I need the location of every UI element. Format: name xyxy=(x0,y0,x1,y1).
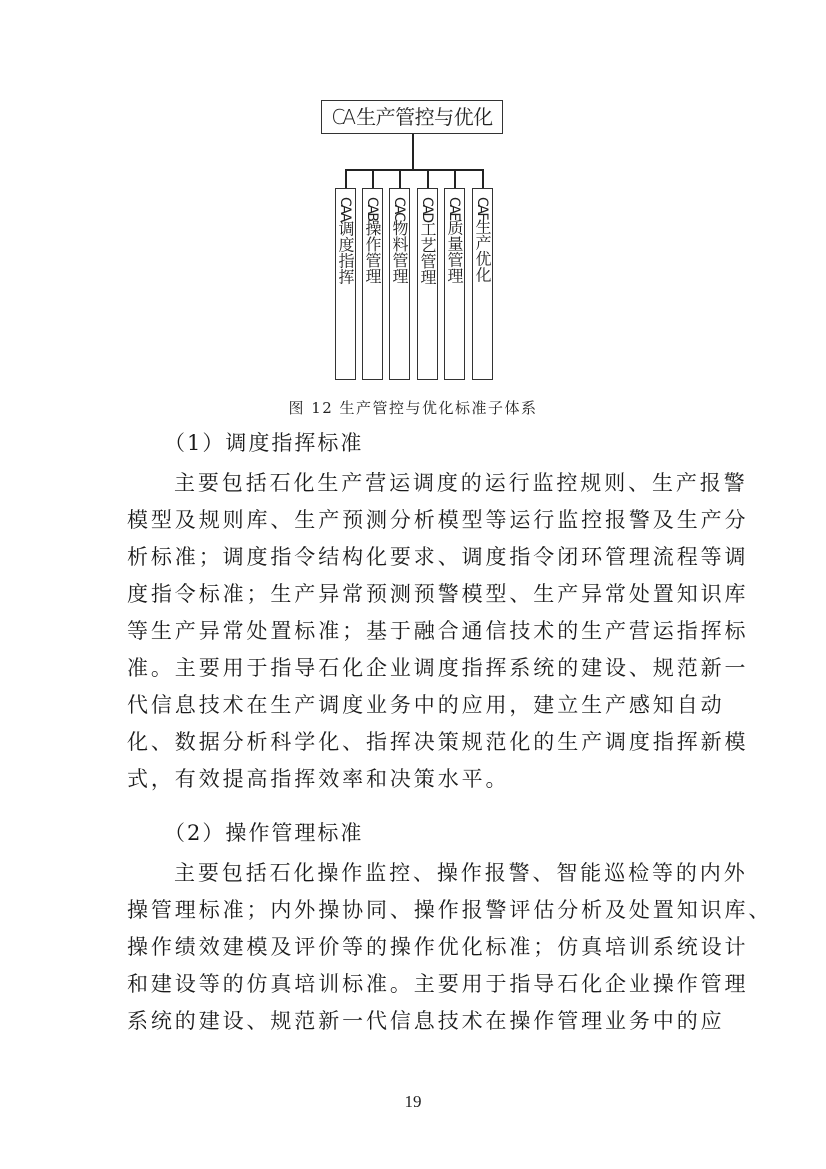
connector-drop xyxy=(427,169,429,189)
paragraph-line: 操管理标准；内外操协同、操作报警评估分析及处置知识库、 xyxy=(127,898,773,922)
connector-drop xyxy=(482,169,484,189)
child-node-label: 物料管理 xyxy=(390,219,409,284)
paragraph-line: 主要包括石化操作监控、操作报警、智能巡检等的内外 xyxy=(174,861,748,885)
standards-hierarchy-diagram xyxy=(0,0,826,390)
paragraph-line: 主要包括石化生产营运调度的运行监控规则、生产报警 xyxy=(174,471,748,495)
root-node-label: 生产管控与优化 xyxy=(356,105,493,129)
diagram-child-node xyxy=(362,188,383,380)
paragraph-line: 系统的建设、规范新一代信息技术在操作管理业务中的应 xyxy=(127,1009,725,1033)
connector-drop xyxy=(345,169,347,189)
child-node-label: 操作管理 xyxy=(363,219,382,284)
diagram-child-node xyxy=(389,188,410,380)
diagram-child-node xyxy=(444,188,465,380)
page-number: 19 xyxy=(404,1092,422,1111)
paragraph-line: 析标准；调度指令结构化要求、调度指令闭环管理流程等调 xyxy=(127,545,749,569)
child-node-code: CAC xyxy=(391,197,407,220)
diagram-child-node xyxy=(472,188,493,380)
diagram-child-node xyxy=(335,188,356,380)
child-node-label: 工艺管理 xyxy=(418,221,437,286)
connector-horizontal-bus xyxy=(345,169,483,171)
paragraph-line: 代信息技术在生产调度业务中的应用，建立生产感知自动 xyxy=(127,693,725,717)
child-node-code: CAA xyxy=(337,197,353,221)
section-heading: （2）操作管理标准 xyxy=(164,821,364,845)
diagram-root-node xyxy=(321,100,503,134)
child-node-label: 调度指挥 xyxy=(336,220,355,285)
paragraph-line: 模型及规则库、生产预测分析模型等运行监控报警及生产分 xyxy=(127,508,749,532)
paragraph-line: 准。主要用于指导石化企业调度指挥系统的建设、规范新一 xyxy=(127,656,749,680)
paragraph-line: 度指令标准；生产异常预测预警模型、生产异常处置知识库 xyxy=(127,582,749,606)
section-paragraph xyxy=(127,465,749,798)
child-node-label: 质量管理 xyxy=(445,219,464,284)
connector-drop xyxy=(399,169,401,189)
diagram-child-node xyxy=(417,188,438,380)
child-node-code: CAE xyxy=(446,197,462,220)
connector-vertical-main xyxy=(412,134,414,170)
section-heading: （1）调度指挥标准 xyxy=(164,431,364,455)
paragraph-line: 等生产异常处置标准；基于融合通信技术的生产营运指挥标 xyxy=(127,619,749,643)
paragraph-line: 化、数据分析科学化、指挥决策规范化的生产调度指挥新模 xyxy=(127,730,749,754)
child-node-label: 生产优化 xyxy=(473,218,492,283)
child-node-code: CAB xyxy=(364,197,380,220)
paragraph-line: 操作绩效建模及评价等的操作优化标准；仿真培训系统设计 xyxy=(127,935,749,959)
child-node-code: CAD xyxy=(419,197,435,222)
connector-drop xyxy=(372,169,374,189)
section-paragraph xyxy=(127,855,773,1040)
paragraph-line: 和建设等的仿真培训标准。主要用于指导石化企业操作管理 xyxy=(127,972,749,996)
connector-drop xyxy=(454,169,456,189)
root-node-code: CA xyxy=(331,105,354,129)
paragraph-line: 式，有效提高指挥效率和决策水平。 xyxy=(127,767,510,791)
child-node-code: CAF xyxy=(474,197,490,219)
figure-caption: 图 12 生产管控与优化标准子体系 xyxy=(288,399,538,417)
